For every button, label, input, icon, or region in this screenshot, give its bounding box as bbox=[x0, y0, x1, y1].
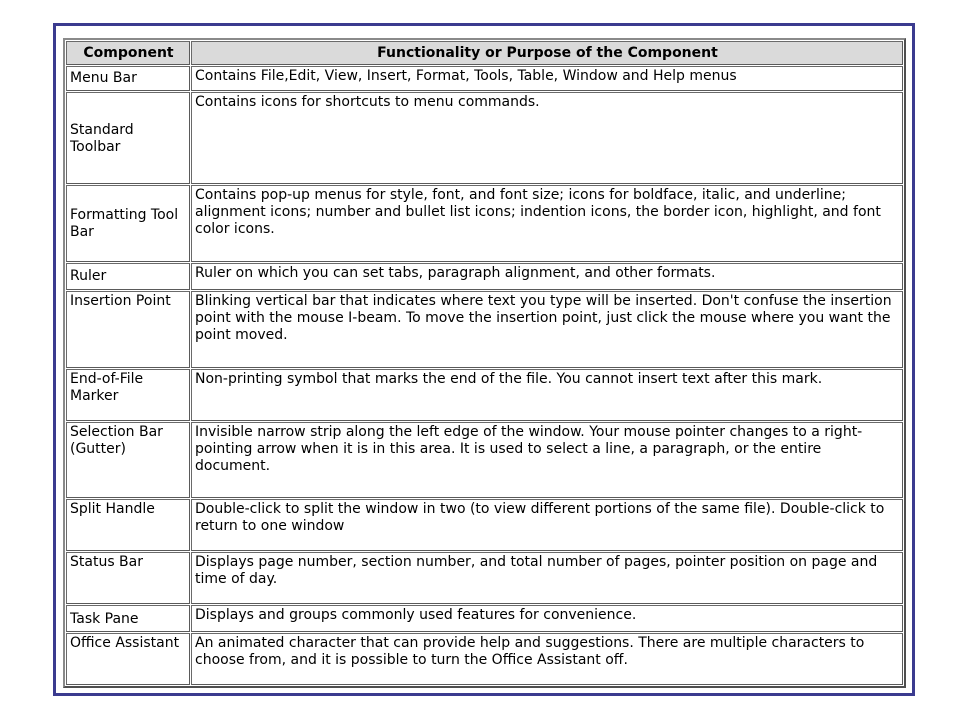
table-row bbox=[66, 263, 903, 290]
purpose-cell: Displays and groups commonly used features for convenience. bbox=[191, 605, 903, 632]
component-cell: End-of-File Marker bbox=[66, 369, 190, 421]
component-cell: Ruler bbox=[66, 263, 190, 290]
purpose-cell: Non-printing symbol that marks the end of the file. You cannot insert text after this mark. bbox=[191, 369, 903, 421]
table-header-row bbox=[66, 41, 903, 65]
purpose-cell: Blinking vertical bar that indicates where text you type will be inserted. Don't confuse the insertion point with the mouse I-beam. To move the insertion point, just click the mouse where you want the point moved. bbox=[191, 291, 903, 368]
component-cell: Insertion Point bbox=[66, 291, 190, 368]
table-row bbox=[66, 605, 903, 632]
component-cell: Office Assistant bbox=[66, 633, 190, 685]
component-cell: Menu Bar bbox=[66, 66, 190, 91]
table-row bbox=[66, 92, 903, 184]
component-cell: Formatting Tool Bar bbox=[66, 185, 190, 262]
table-row bbox=[66, 633, 903, 685]
table-row bbox=[66, 369, 903, 421]
header-component: Component bbox=[66, 41, 190, 65]
purpose-cell: Displays page number, section number, and total number of pages, pointer position on page and time of day. bbox=[191, 552, 903, 604]
table-row bbox=[66, 552, 903, 604]
table-row bbox=[66, 66, 903, 91]
component-cell: Standard Toolbar bbox=[66, 92, 190, 184]
components-table bbox=[65, 40, 904, 686]
table-row bbox=[66, 185, 903, 262]
purpose-cell: Contains icons for shortcuts to menu commands. bbox=[191, 92, 903, 184]
header-purpose: Functionality or Purpose of the Component bbox=[191, 41, 903, 65]
component-cell: Task Pane bbox=[66, 605, 190, 632]
component-cell: Status Bar bbox=[66, 552, 190, 604]
component-cell: Selection Bar (Gutter) bbox=[66, 422, 190, 499]
purpose-cell: Contains pop-up menus for style, font, and font size; icons for boldface, italic, and underline; alignment icons; number and bullet list icons; indention icons, the border icon, highlight, and font color icons. bbox=[191, 185, 903, 262]
component-cell: Split Handle bbox=[66, 499, 190, 551]
table-row bbox=[66, 291, 903, 368]
slide-frame bbox=[53, 23, 915, 696]
components-table-wrapper bbox=[63, 38, 906, 688]
purpose-cell: Double-click to split the window in two (to view different portions of the same file). Double-click to return to one window bbox=[191, 499, 903, 551]
purpose-cell: Contains File,Edit, View, Insert, Format, Tools, Table, Window and Help menus bbox=[191, 66, 903, 91]
purpose-cell: Ruler on which you can set tabs, paragraph alignment, and other formats. bbox=[191, 263, 903, 290]
table-row bbox=[66, 499, 903, 551]
purpose-cell: Invisible narrow strip along the left edge of the window. Your mouse pointer changes to a right-pointing arrow when it is in this area. It is used to select a line, a paragraph, or the entire document. bbox=[191, 422, 903, 499]
purpose-cell: An animated character that can provide help and suggestions. There are multiple characters to choose from, and it is possible to turn the Office Assistant off. bbox=[191, 633, 903, 685]
table-row bbox=[66, 422, 903, 499]
